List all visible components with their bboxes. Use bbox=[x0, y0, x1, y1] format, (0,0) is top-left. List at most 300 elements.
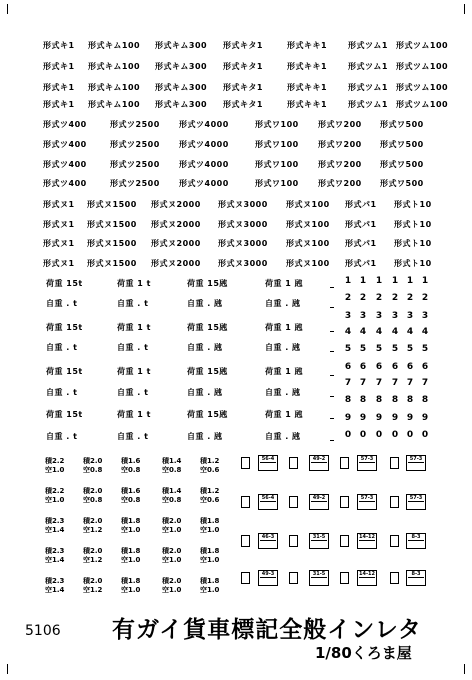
empty-weight: 空1.0 bbox=[121, 526, 141, 534]
load-pair bbox=[200, 547, 219, 565]
digit-glyph: 9 bbox=[421, 413, 429, 423]
mini-plate-mark bbox=[241, 572, 250, 584]
model-label: 形式ヌ2000 bbox=[151, 259, 201, 268]
model-label: 形式ヌ100 bbox=[286, 200, 330, 209]
load-label: 自重 . 瓲 bbox=[265, 343, 301, 352]
plate-code: 8-3 bbox=[408, 572, 424, 578]
empty-weight: 空0.6 bbox=[200, 496, 220, 504]
digit-glyph: 0 bbox=[375, 430, 383, 440]
load-pair bbox=[200, 577, 219, 595]
load-pair bbox=[162, 517, 181, 535]
load-pair bbox=[45, 547, 64, 565]
load-pair bbox=[162, 457, 181, 475]
loaded-weight: 積1.8 bbox=[200, 577, 220, 585]
plate-code: 46-3 bbox=[261, 534, 275, 540]
load-pair bbox=[45, 487, 64, 505]
model-label: 形式キキ1 bbox=[287, 100, 328, 109]
model-label: 形式キ1 bbox=[43, 100, 75, 109]
loaded-weight: 積2.3 bbox=[45, 517, 65, 525]
digit-glyph: 2 bbox=[359, 293, 367, 303]
plate-code: 49-2 bbox=[312, 456, 326, 462]
crop-mark-top-right bbox=[464, 4, 465, 14]
digit-glyph: 3 bbox=[421, 311, 429, 321]
load-label: 荷重 1 瓲 bbox=[265, 323, 304, 332]
load-label: 自重 . 瓲 bbox=[187, 432, 223, 441]
inspection-plate bbox=[258, 533, 278, 549]
loaded-weight: 積2.3 bbox=[45, 577, 65, 585]
load-label: 荷重 1 t bbox=[117, 410, 151, 419]
model-label: 形式キム100 bbox=[88, 100, 141, 109]
load-label: 自重 . 瓲 bbox=[265, 299, 301, 308]
plate-code: 14-12 bbox=[359, 534, 375, 540]
mini-plate-mark bbox=[241, 457, 250, 469]
empty-weight: 空1.0 bbox=[121, 586, 141, 594]
model-label: 形式キム300 bbox=[155, 83, 208, 92]
digit-glyph: 4 bbox=[375, 327, 383, 337]
digit-glyph: 6 bbox=[359, 362, 367, 372]
model-label: 形式ツ4000 bbox=[179, 120, 229, 129]
model-label: 形式ヌ3000 bbox=[218, 220, 268, 229]
digit-glyph: 0 bbox=[344, 430, 352, 440]
model-label: 形式ヌ1 bbox=[43, 200, 75, 209]
load-label: 荷重 15t bbox=[46, 410, 83, 419]
load-label: 荷重 1 瓲 bbox=[265, 410, 304, 419]
model-label: 形式ヌ3000 bbox=[218, 200, 268, 209]
model-label: 形式ツ2500 bbox=[110, 179, 160, 188]
digit-glyph: 7 bbox=[359, 378, 367, 388]
loaded-weight: 積2.0 bbox=[83, 547, 103, 555]
loaded-weight: 積1.2 bbox=[200, 457, 220, 465]
digit-glyph: 2 bbox=[375, 293, 383, 303]
block3-row bbox=[0, 258, 472, 272]
load-label: 荷重 15瓲 bbox=[187, 279, 228, 288]
loaded-weight: 積2.0 bbox=[83, 577, 103, 585]
loaded-weight: 積1.8 bbox=[121, 577, 141, 585]
digit-glyph: 9 bbox=[359, 413, 367, 423]
digit-glyph: 3 bbox=[391, 311, 399, 321]
loaded-weight: 積1.8 bbox=[121, 517, 141, 525]
model-label: 形式ツ2500 bbox=[110, 160, 160, 169]
digit-glyph: 5 bbox=[391, 344, 399, 354]
model-label: 形式ワ100 bbox=[255, 140, 299, 149]
model-label: 形式ツ400 bbox=[43, 160, 87, 169]
digit-glyph: 4 bbox=[344, 327, 352, 337]
model-label: 形式ヌ1500 bbox=[87, 220, 137, 229]
load-label: 自重 . t bbox=[117, 388, 149, 397]
load-label: 荷重 1 t bbox=[117, 279, 151, 288]
load-row bbox=[0, 387, 472, 401]
inspection-plate bbox=[357, 533, 377, 549]
model-label: 形式ト10 bbox=[394, 220, 432, 229]
model-label: 形式キム100 bbox=[88, 83, 141, 92]
digit-glyph: 8 bbox=[344, 395, 352, 405]
model-label: 形式ツム100 bbox=[396, 83, 449, 92]
plate-code: 56-4 bbox=[261, 456, 275, 462]
digit-glyph: 9 bbox=[375, 413, 383, 423]
digit-glyph: 1 bbox=[344, 276, 352, 286]
block2-row bbox=[0, 119, 472, 133]
empty-weight: 空0.8 bbox=[83, 496, 103, 504]
inspection-plate bbox=[357, 570, 377, 586]
model-label: 形式ツ4000 bbox=[179, 140, 229, 149]
load-pair bbox=[83, 517, 102, 535]
loaded-weight: 積1.4 bbox=[162, 457, 182, 465]
mini-plate-mark bbox=[390, 496, 399, 508]
model-label: 形式ワ500 bbox=[380, 120, 424, 129]
block1-row bbox=[0, 40, 472, 54]
empty-weight: 空1.2 bbox=[83, 526, 103, 534]
load-label: 自重 . t bbox=[46, 299, 78, 308]
digit-glyph: 7 bbox=[406, 378, 414, 388]
tick-mark bbox=[330, 418, 334, 419]
plate-code: 57-3 bbox=[360, 495, 374, 501]
inspection-plate bbox=[406, 494, 426, 510]
digit-glyph: 5 bbox=[375, 344, 383, 354]
digit-glyph: 9 bbox=[344, 413, 352, 423]
digit-glyph: 0 bbox=[406, 430, 414, 440]
crop-mark-top-left bbox=[7, 4, 8, 14]
digit-glyph: 8 bbox=[406, 395, 414, 405]
load-row bbox=[0, 322, 472, 336]
model-label: 形式ワ100 bbox=[255, 120, 299, 129]
tick-mark bbox=[330, 440, 334, 441]
model-label: 形式キム300 bbox=[155, 41, 208, 50]
digit-glyph: 1 bbox=[359, 276, 367, 286]
empty-weight: 空1.0 bbox=[45, 466, 65, 474]
loaded-weight: 積2.0 bbox=[83, 517, 103, 525]
load-label: 自重 . 瓲 bbox=[187, 343, 223, 352]
load-label: 自重 . t bbox=[117, 432, 149, 441]
load-pair bbox=[121, 457, 140, 475]
model-label: 形式ヌ3000 bbox=[218, 259, 268, 268]
load-pair bbox=[121, 577, 140, 595]
model-label: 形式キキ1 bbox=[287, 41, 328, 50]
model-label: 形式パ1 bbox=[345, 259, 377, 268]
empty-weight: 空0.8 bbox=[162, 466, 182, 474]
model-label: 形式ツム100 bbox=[396, 100, 449, 109]
digit-glyph: 6 bbox=[391, 362, 399, 372]
load-row bbox=[0, 409, 472, 423]
digit-glyph: 3 bbox=[344, 311, 352, 321]
model-label: 形式ワ100 bbox=[255, 179, 299, 188]
load-pair bbox=[121, 487, 140, 505]
mini-plate-mark bbox=[390, 457, 399, 469]
digit-glyph: 4 bbox=[406, 327, 414, 337]
model-label: 形式ワ500 bbox=[380, 140, 424, 149]
empty-weight: 空1.0 bbox=[162, 556, 182, 564]
load-label: 荷重 15t bbox=[46, 367, 83, 376]
load-row bbox=[0, 366, 472, 380]
empty-weight: 空1.0 bbox=[162, 526, 182, 534]
digit-glyph: 8 bbox=[421, 395, 429, 405]
model-label: 形式ヌ2000 bbox=[151, 220, 201, 229]
load-label: 荷重 1 t bbox=[117, 367, 151, 376]
inspection-plate bbox=[357, 494, 377, 510]
model-label: 形式パ1 bbox=[345, 220, 377, 229]
mini-plate-mark bbox=[241, 496, 250, 508]
plate-code: 56-4 bbox=[261, 495, 275, 501]
load-label: 自重 . 瓲 bbox=[265, 388, 301, 397]
empty-weight: 空1.2 bbox=[83, 586, 103, 594]
load-label: 荷重 1 瓲 bbox=[265, 367, 304, 376]
model-label: 形式キ1 bbox=[43, 83, 75, 92]
empty-weight: 空1.0 bbox=[162, 586, 182, 594]
digit-glyph: 6 bbox=[375, 362, 383, 372]
loaded-weight: 積2.0 bbox=[162, 577, 182, 585]
model-label: 形式キ1 bbox=[43, 41, 75, 50]
load-pair bbox=[121, 517, 140, 535]
model-label: 形式ワ200 bbox=[318, 179, 362, 188]
model-label: 形式ト10 bbox=[394, 259, 432, 268]
digit-glyph: 0 bbox=[421, 430, 429, 440]
tick-mark bbox=[330, 396, 334, 397]
loaded-weight: 積2.0 bbox=[162, 547, 182, 555]
digit-glyph: 0 bbox=[391, 430, 399, 440]
model-label: 形式キキ1 bbox=[287, 83, 328, 92]
model-label: 形式ト10 bbox=[394, 200, 432, 209]
inspection-plate bbox=[406, 455, 426, 471]
plate-code: 31-5 bbox=[312, 571, 326, 577]
model-label: 形式ヌ100 bbox=[286, 220, 330, 229]
model-label: 形式キム100 bbox=[88, 41, 141, 50]
load-label: 荷重 15瓲 bbox=[187, 410, 228, 419]
load-pair bbox=[83, 547, 102, 565]
load-row bbox=[0, 342, 472, 356]
load-pair bbox=[200, 457, 219, 475]
model-label: 形式キ1 bbox=[43, 62, 75, 71]
load-row bbox=[0, 278, 472, 292]
block1-row bbox=[0, 82, 472, 96]
load-label: 自重 . 瓲 bbox=[265, 432, 301, 441]
empty-weight: 空0.8 bbox=[162, 496, 182, 504]
model-label: 形式パ1 bbox=[345, 200, 377, 209]
model-label: 形式ヌ1500 bbox=[87, 259, 137, 268]
plate-code: 31-5 bbox=[312, 534, 326, 540]
digit-glyph: 1 bbox=[406, 276, 414, 286]
load-pair bbox=[200, 517, 219, 535]
model-label: 形式キタ1 bbox=[223, 62, 263, 71]
empty-weight: 空0.8 bbox=[121, 466, 141, 474]
model-label: 形式ツ400 bbox=[43, 179, 87, 188]
digit-glyph: 3 bbox=[359, 311, 367, 321]
model-label: 形式ヌ100 bbox=[286, 239, 330, 248]
model-label: 形式ワ200 bbox=[318, 140, 362, 149]
load-label: 自重 . t bbox=[46, 432, 78, 441]
load-label: 荷重 1 瓲 bbox=[265, 279, 304, 288]
load-pair bbox=[83, 457, 102, 475]
block2-row bbox=[0, 139, 472, 153]
plate-code: 57-3 bbox=[360, 456, 374, 462]
plate-code: 49-3 bbox=[261, 571, 275, 577]
load-label: 自重 . t bbox=[117, 299, 149, 308]
load-pair bbox=[162, 487, 181, 505]
mini-plate-mark bbox=[340, 535, 349, 547]
digit-glyph: 1 bbox=[375, 276, 383, 286]
model-label: 形式ヌ1 bbox=[43, 220, 75, 229]
load-label: 荷重 15瓲 bbox=[187, 367, 228, 376]
empty-weight: 空1.0 bbox=[200, 526, 220, 534]
digit-glyph: 5 bbox=[359, 344, 367, 354]
digit-glyph: 7 bbox=[391, 378, 399, 388]
model-label: 形式キム100 bbox=[88, 62, 141, 71]
model-label: 形式ツム1 bbox=[348, 41, 388, 50]
loaded-weight: 積2.0 bbox=[162, 517, 182, 525]
plate-code: 57-3 bbox=[409, 456, 423, 462]
digit-glyph: 6 bbox=[344, 362, 352, 372]
tick-mark bbox=[330, 307, 334, 308]
mini-plate-mark bbox=[289, 496, 298, 508]
mini-plate-mark bbox=[340, 572, 349, 584]
model-label: 形式ヌ2000 bbox=[151, 200, 201, 209]
model-label: 形式ワ100 bbox=[255, 160, 299, 169]
digit-glyph: 2 bbox=[421, 293, 429, 303]
model-label: 形式ヌ1 bbox=[43, 239, 75, 248]
inspection-plate bbox=[357, 455, 377, 471]
digit-glyph: 8 bbox=[359, 395, 367, 405]
load-pair bbox=[45, 577, 64, 595]
load-label: 自重 . 瓲 bbox=[187, 299, 223, 308]
load-pair bbox=[83, 577, 102, 595]
loaded-weight: 積2.0 bbox=[83, 457, 103, 465]
model-label: 形式キム300 bbox=[155, 100, 208, 109]
plate-code: 57-3 bbox=[409, 495, 423, 501]
model-label: 形式ツム1 bbox=[348, 100, 388, 109]
model-label: 形式ヌ100 bbox=[286, 259, 330, 268]
product-title: 有ガイ貨車標記全般インレタ bbox=[112, 617, 422, 643]
inspection-plate bbox=[309, 494, 329, 510]
digit-glyph: 3 bbox=[406, 311, 414, 321]
load-label: 荷重 15瓲 bbox=[187, 323, 228, 332]
model-label: 形式パ1 bbox=[345, 239, 377, 248]
inspection-plate bbox=[406, 533, 426, 549]
tick-mark bbox=[330, 351, 334, 352]
digit-glyph: 0 bbox=[359, 430, 367, 440]
loaded-weight: 積1.8 bbox=[121, 547, 141, 555]
model-label: 形式ヌ1500 bbox=[87, 239, 137, 248]
digit-glyph: 2 bbox=[406, 293, 414, 303]
model-label: 形式ツ4000 bbox=[179, 160, 229, 169]
mini-plate-mark bbox=[340, 496, 349, 508]
model-label: 形式ツ4000 bbox=[179, 179, 229, 188]
loaded-weight: 積1.6 bbox=[121, 487, 141, 495]
inspection-plate bbox=[309, 455, 329, 471]
inspection-plate bbox=[258, 494, 278, 510]
model-label: 形式ワ200 bbox=[318, 120, 362, 129]
loaded-weight: 積1.8 bbox=[200, 517, 220, 525]
digit-glyph: 6 bbox=[406, 362, 414, 372]
block1-row bbox=[0, 61, 472, 75]
empty-weight: 空0.8 bbox=[121, 496, 141, 504]
load-label: 荷重 15t bbox=[46, 279, 83, 288]
load-label: 自重 . t bbox=[46, 388, 78, 397]
plate-code: 8-3 bbox=[408, 535, 424, 541]
digit-glyph: 4 bbox=[391, 327, 399, 337]
mini-plate-mark bbox=[289, 572, 298, 584]
model-label: 形式ツ400 bbox=[43, 140, 87, 149]
empty-weight: 空1.4 bbox=[45, 556, 65, 564]
model-label: 形式ツ400 bbox=[43, 120, 87, 129]
loaded-weight: 積1.4 bbox=[162, 487, 182, 495]
digit-glyph: 7 bbox=[344, 378, 352, 388]
loaded-weight: 積1.8 bbox=[200, 547, 220, 555]
digit-glyph: 5 bbox=[344, 344, 352, 354]
mini-plate-mark bbox=[289, 535, 298, 547]
model-label: 形式ヌ1 bbox=[43, 259, 75, 268]
digit-glyph: 7 bbox=[421, 378, 429, 388]
product-scale: 1/80くろま屋 bbox=[315, 644, 412, 662]
model-label: 形式ツム1 bbox=[348, 83, 388, 92]
loaded-weight: 積1.2 bbox=[200, 487, 220, 495]
empty-weight: 空0.8 bbox=[83, 466, 103, 474]
model-label: 形式ワ500 bbox=[380, 160, 424, 169]
product-code: 5106 bbox=[25, 623, 61, 639]
empty-weight: 空1.0 bbox=[200, 556, 220, 564]
block1-row bbox=[0, 99, 472, 113]
model-label: 形式ツ2500 bbox=[110, 120, 160, 129]
plate-code: 14-12 bbox=[359, 571, 375, 577]
inspection-plate bbox=[309, 533, 329, 549]
load-pair bbox=[162, 577, 181, 595]
block3-row bbox=[0, 219, 472, 233]
digit-glyph: 6 bbox=[421, 362, 429, 372]
tick-mark bbox=[330, 331, 334, 332]
loaded-weight: 積2.2 bbox=[45, 487, 65, 495]
model-label: 形式キタ1 bbox=[223, 100, 263, 109]
load-pair bbox=[45, 517, 64, 535]
block3-row bbox=[0, 238, 472, 252]
load-label: 荷重 15t bbox=[46, 323, 83, 332]
model-label: 形式キタ1 bbox=[223, 83, 263, 92]
load-pair bbox=[162, 547, 181, 565]
mini-plate-mark bbox=[340, 457, 349, 469]
model-label: 形式ツム100 bbox=[396, 41, 449, 50]
digit-glyph: 7 bbox=[375, 378, 383, 388]
model-label: 形式ヌ2000 bbox=[151, 239, 201, 248]
digit-glyph: 8 bbox=[391, 395, 399, 405]
digit-glyph: 8 bbox=[375, 395, 383, 405]
block3-row bbox=[0, 199, 472, 213]
empty-weight: 空1.4 bbox=[45, 526, 65, 534]
model-label: 形式ツ2500 bbox=[110, 140, 160, 149]
block2-row bbox=[0, 178, 472, 192]
inspection-plate bbox=[309, 570, 329, 586]
loaded-weight: 積2.0 bbox=[83, 487, 103, 495]
model-label: 形式ヌ3000 bbox=[218, 239, 268, 248]
model-label: 形式ト10 bbox=[394, 239, 432, 248]
model-label: 形式キキ1 bbox=[287, 62, 328, 71]
digit-glyph: 1 bbox=[421, 276, 429, 286]
mini-plate-mark bbox=[241, 535, 250, 547]
load-pair bbox=[200, 487, 219, 505]
mini-plate-mark bbox=[289, 457, 298, 469]
model-label: 形式キム300 bbox=[155, 62, 208, 71]
digit-glyph: 5 bbox=[421, 344, 429, 354]
model-label: 形式キタ1 bbox=[223, 41, 263, 50]
model-label: 形式ヌ1500 bbox=[87, 200, 137, 209]
digit-glyph: 2 bbox=[391, 293, 399, 303]
tick-mark bbox=[330, 287, 334, 288]
model-label: 形式ツム100 bbox=[396, 62, 449, 71]
mini-plate-mark bbox=[390, 535, 399, 547]
inspection-plate bbox=[258, 570, 278, 586]
tick-mark bbox=[330, 375, 334, 376]
inspection-plate bbox=[406, 570, 426, 586]
empty-weight: 空1.4 bbox=[45, 586, 65, 594]
block2-row bbox=[0, 159, 472, 173]
empty-weight: 空1.0 bbox=[45, 496, 65, 504]
empty-weight: 空1.2 bbox=[83, 556, 103, 564]
digit-glyph: 4 bbox=[421, 327, 429, 337]
